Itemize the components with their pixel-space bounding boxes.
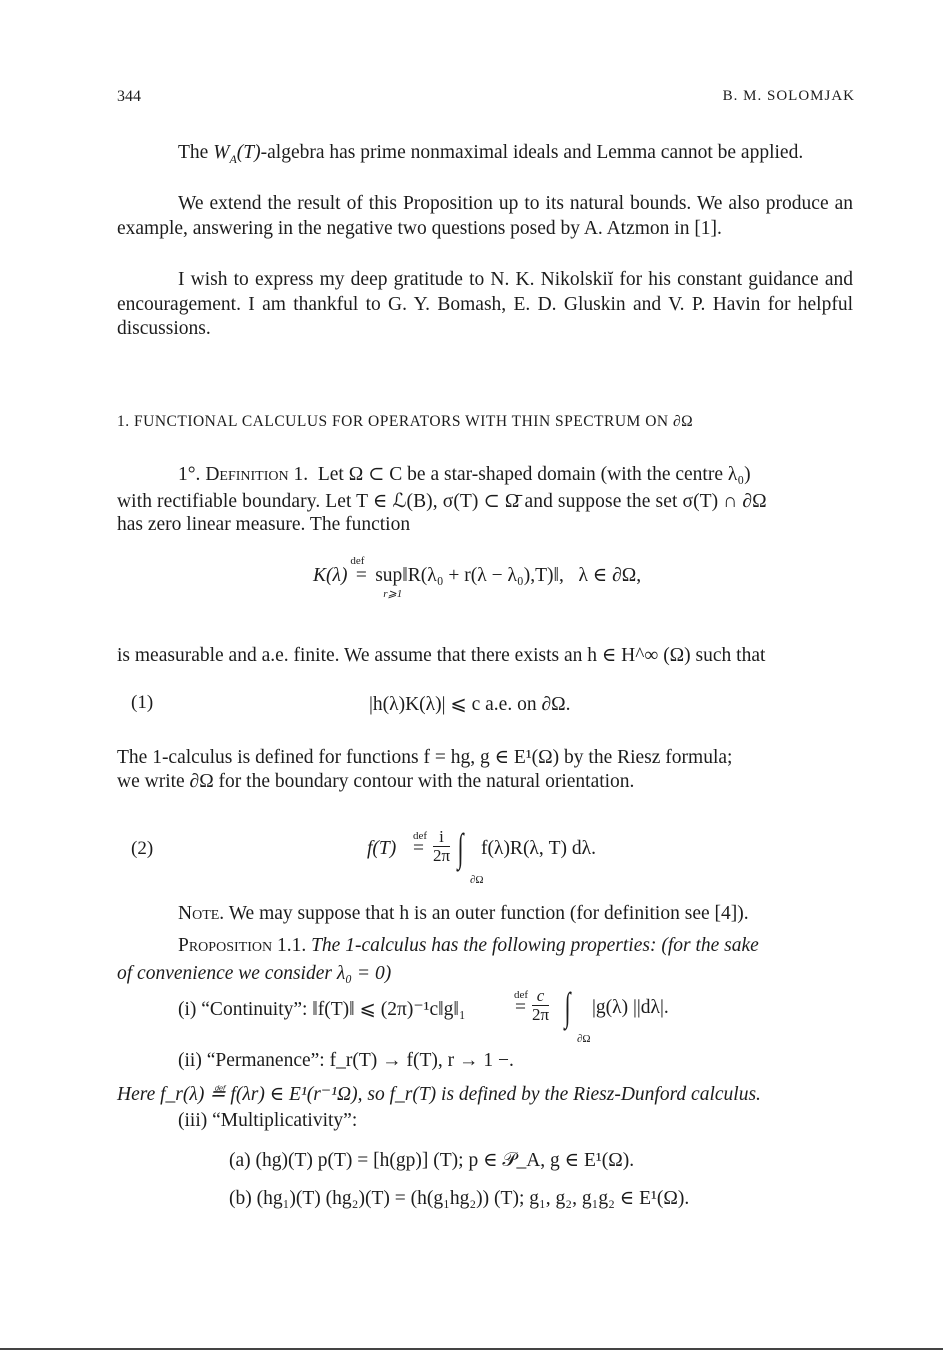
page-number: 344	[117, 88, 141, 105]
property-multiplicativity: (iii) “Multiplicativity”:	[178, 1110, 358, 1131]
proposition-line-1: Proposition 1.1. The 1-calculus has the following properties: (for the sake	[178, 935, 759, 956]
eq-K-lhs: K(λ)	[313, 565, 348, 586]
paragraph-3: I wish to express my deep gratitude to N. K. Nikolskiĭ for his constant guidance and encouragement. I am thankful to G. Y. Bomash, E. D. Gluskin and V. P. Havin for helpful discussions.	[117, 269, 853, 339]
eq-K-sub: r⩾1	[383, 588, 403, 600]
paragraph-2: We extend the result of this Proposition up to its natural bounds. We also produce an example, answering in the negative two questions posed by A. Atzmon in [1].	[117, 193, 853, 239]
calculus-line-2: we write ∂Ω for the boundary contour with the natural orientation.	[117, 771, 635, 792]
note-line: Note. We may suppose that h is an outer function (for definition see [4]).	[178, 903, 749, 924]
eq-K-sup: sup‖R(λ₀ + r(λ − λ₀),T)‖,	[375, 565, 564, 586]
eq1-number: (1)	[131, 692, 154, 713]
definition-line-3: has zero linear measure. The function	[117, 514, 411, 535]
calculus-line-1: The 1-calculus is defined for functions f = hg, g ∈ E¹(Ω) by the Riesz formula;	[117, 747, 733, 768]
property-b: (b) (hg₁)(T) (hg₂)(T) = (h(g₁hg₂)) (T); g₁, g₂, g₁g₂ ∈ E¹(Ω).	[229, 1188, 690, 1209]
section-heading: 1. FUNCTIONAL CALCULUS FOR OPERATORS WITH THIN SPECTRUM ON ∂Ω	[117, 413, 694, 430]
eq2-number: (2)	[131, 838, 154, 859]
proposition-line-2: of convenience we consider λ₀ = 0)	[117, 963, 392, 984]
scan-bottom-edge	[0, 1348, 943, 1350]
definition-line-2: with rectifiable boundary. Let T ∈ ℒ(B), σ(T) ⊂ Ω̄ and suppose the set σ(T) ∩ ∂Ω	[117, 491, 767, 512]
integral-sign: ∫	[457, 825, 464, 870]
eq-K-cond: λ ∈ ∂Ω,	[578, 565, 642, 586]
eq1-body: |h(λ)K(λ)| ⩽ c a.e. on ∂Ω.	[369, 694, 571, 715]
here-line: Here f_r(λ) ≝ f(λr) ∈ E¹(r⁻¹Ω), so f_r(T) is defined by the Riesz-Dunford calculus.	[117, 1084, 761, 1105]
eq-K-def: def	[350, 555, 365, 567]
property-a: (a) (hg)(T) p(T) = [h(gp)] (T); p ∈ 𝒫_A, g ∈ E¹(Ω).	[229, 1150, 635, 1171]
running-head-author: B. M. SOLOMJAK	[722, 88, 855, 104]
paragraph-1: The $W_A(T)$-algebra has prime nonmaximal ideals and Lemma cannot be applied.	[178, 142, 804, 166]
property-permanence: (ii) “Permanence”: f_r(T) → f(T), r → 1 −.	[178, 1050, 514, 1071]
definition-line-1: 1°. Definition 1. Let Ω ⊂ C be a star-shaped domain (with the centre λ₀)	[178, 464, 751, 485]
equation-K: K(λ) def = sup‖R(λ₀ + r(λ − λ₀),T)‖, r⩾1 λ ∈ ∂Ω,	[313, 555, 642, 600]
after-K-line: is measurable and a.e. finite. We assume that there exists an h ∈ H^∞ (Ω) such that	[117, 645, 766, 666]
